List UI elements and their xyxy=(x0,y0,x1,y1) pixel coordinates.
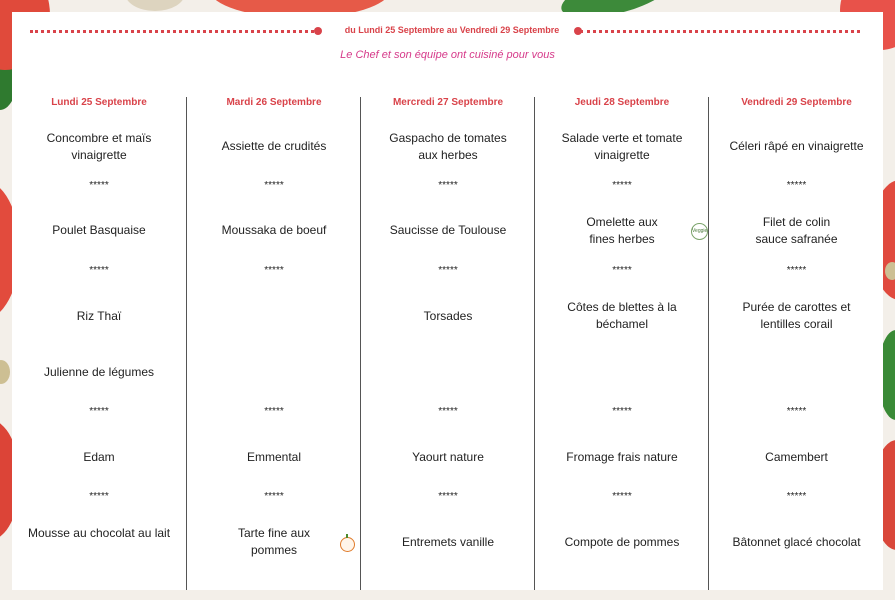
day-column-tuesday xyxy=(186,97,361,590)
date-range: du Lundi 25 Septembre au Vendredi 29 Septembre xyxy=(344,25,560,35)
separator: ***** xyxy=(89,491,109,502)
separator: ***** xyxy=(612,406,632,417)
seed-decoration xyxy=(0,360,10,384)
main-course: Omelette aux fines herbes xyxy=(586,215,658,246)
dessert: Entremets vanille xyxy=(401,535,495,549)
dotted-divider-left xyxy=(30,30,320,33)
side-dish: Torsades xyxy=(423,309,473,323)
main-course: Filet de colin sauce safranée xyxy=(755,215,838,246)
dotted-divider-right xyxy=(580,30,860,33)
day-heading: Lundi 25 Septembre xyxy=(51,97,147,108)
seed-decoration xyxy=(885,262,895,280)
starter: Concombre et maïs vinaigrette xyxy=(46,131,152,162)
separator: ***** xyxy=(786,406,807,417)
separator: ***** xyxy=(612,180,632,191)
day-heading: Vendredi 29 Septembre xyxy=(741,97,852,108)
separator: ***** xyxy=(438,265,458,276)
dessert: Tarte fine aux pommes xyxy=(237,526,311,557)
main-course: Poulet Basquaise xyxy=(52,223,146,237)
separator: ***** xyxy=(438,180,458,191)
day-column-friday xyxy=(708,97,884,590)
dessert: Bâtonnet glacé chocolat xyxy=(732,535,861,549)
separator: ***** xyxy=(264,180,284,191)
dessert: Compote de pommes xyxy=(564,535,680,549)
separator: ***** xyxy=(612,265,632,276)
cheese: Camembert xyxy=(765,450,828,464)
side-dish: Riz Thaï xyxy=(76,309,122,323)
day-heading: Jeudi 28 Septembre xyxy=(574,97,670,108)
day-column-wednesday xyxy=(360,97,535,590)
separator: ***** xyxy=(612,491,632,502)
separator: ***** xyxy=(438,491,458,502)
apple-icon xyxy=(340,537,355,552)
separator: ***** xyxy=(264,265,284,276)
seed-decoration xyxy=(125,0,185,11)
starter: Assiette de crudités xyxy=(221,139,327,153)
main-course: Moussaka de boeuf xyxy=(221,223,327,237)
starter: Salade verte et tomate vinaigrette xyxy=(561,131,683,162)
veggie-badge-icon: Veggie xyxy=(691,223,708,240)
side-dish: Côtes de blettes à la béchamel xyxy=(567,300,677,331)
separator: ***** xyxy=(264,406,284,417)
side-dish: Purée de carottes et lentilles corail xyxy=(742,300,851,331)
divider-dot xyxy=(314,27,322,35)
day-column-thursday xyxy=(534,97,709,590)
menu-card xyxy=(12,12,883,590)
cheese: Edam xyxy=(83,450,115,464)
side-dish-2: Julienne de légumes xyxy=(43,365,155,379)
separator: ***** xyxy=(438,406,458,417)
day-column-monday xyxy=(12,97,186,590)
menu-subtitle: Le Chef et son équipe ont cuisiné pour vous xyxy=(340,49,555,61)
separator: ***** xyxy=(89,406,109,417)
separator: ***** xyxy=(264,491,284,502)
starter: Gaspacho de tomates aux herbes xyxy=(389,131,507,162)
separator: ***** xyxy=(786,265,807,276)
day-heading: Mercredi 27 Septembre xyxy=(392,97,504,108)
cheese: Fromage frais nature xyxy=(566,450,678,464)
day-heading: Mardi 26 Septembre xyxy=(226,97,322,108)
dessert: Mousse au chocolat au lait xyxy=(27,526,171,540)
starter: Céleri râpé en vinaigrette xyxy=(729,139,864,153)
separator: ***** xyxy=(786,491,807,502)
separator: ***** xyxy=(89,265,109,276)
separator: ***** xyxy=(786,180,807,191)
separator: ***** xyxy=(89,180,109,191)
cheese: Emmental xyxy=(246,450,302,464)
main-course: Saucisse de Toulouse xyxy=(389,223,507,237)
cheese: Yaourt nature xyxy=(412,450,484,464)
